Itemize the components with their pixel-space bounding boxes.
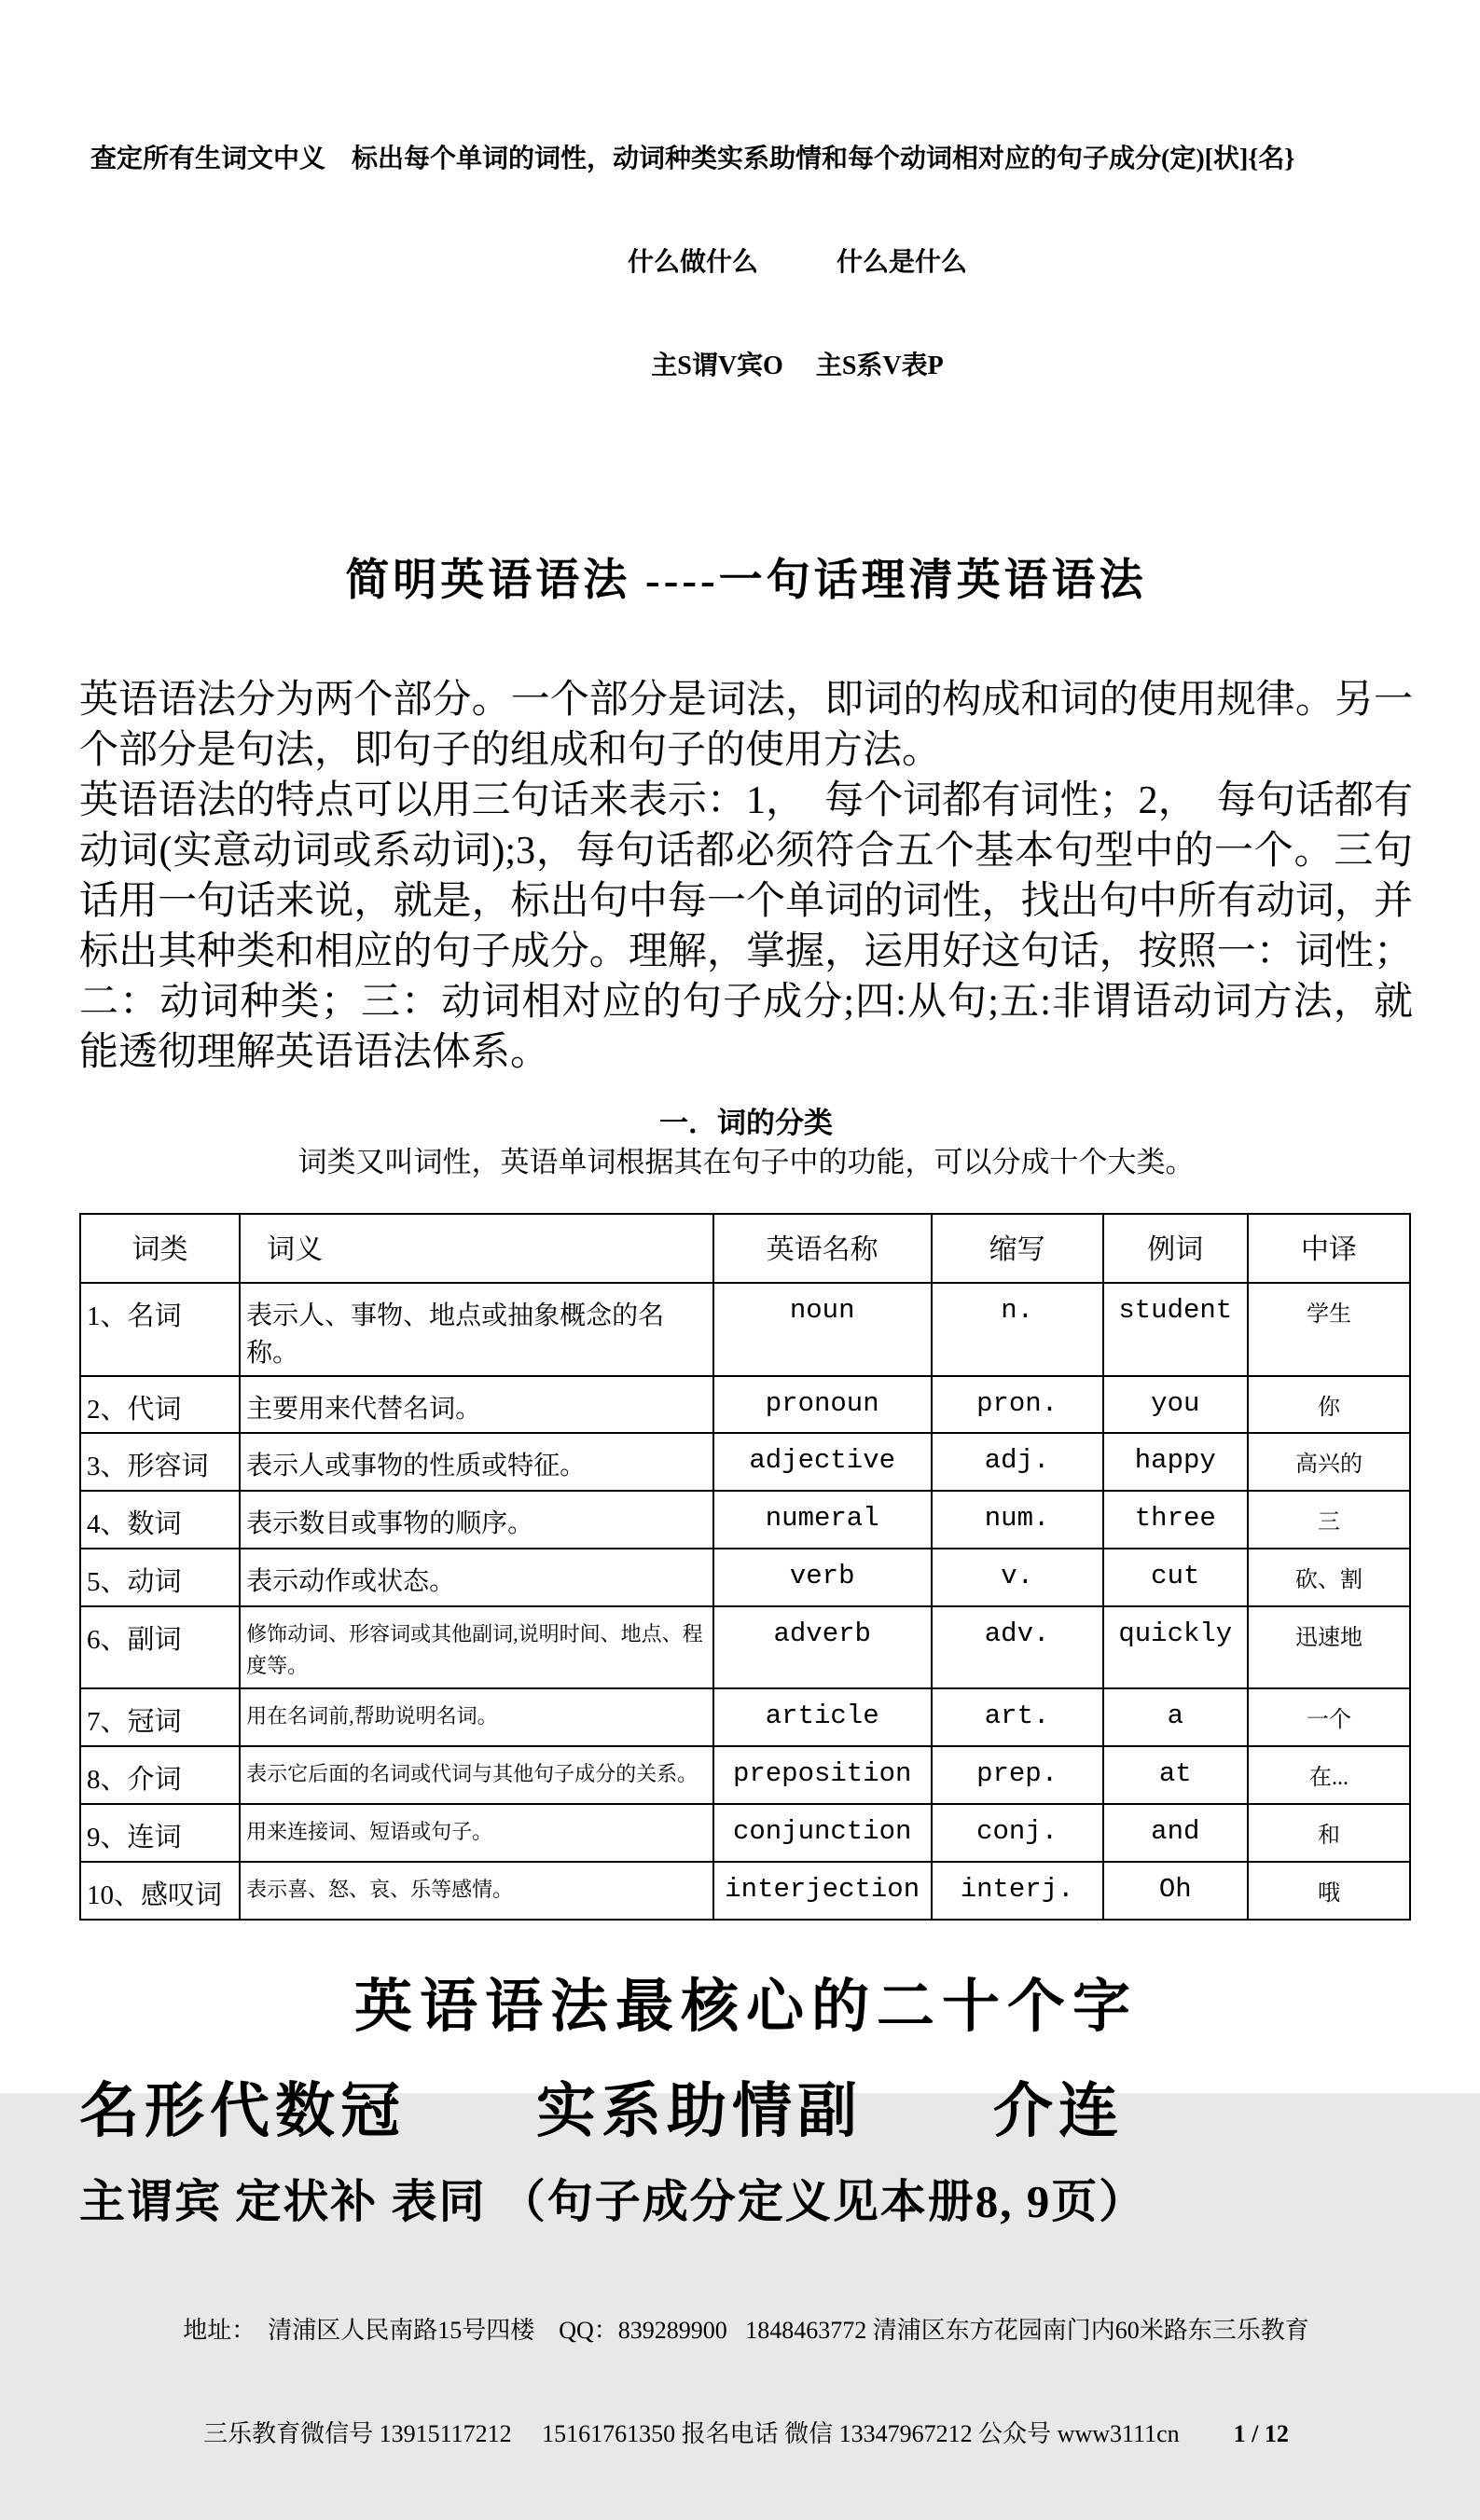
cell-example: cut (1103, 1549, 1248, 1606)
col-header-abbreviation: 缩写 (932, 1214, 1103, 1283)
cell-english-name: pronoun (713, 1376, 932, 1433)
cell-example: quickly (1103, 1606, 1248, 1688)
cell-category: 5、动词 (80, 1549, 240, 1606)
footer-contact-text: 三乐教育微信号 13915117212 15161761350 报名电话 微信 13347967212 公众号 www3111cn (203, 2420, 1180, 2447)
table-row-article (80, 1688, 1410, 1746)
table-row-pronoun (80, 1376, 1410, 1433)
col-header-category: 词类 (80, 1214, 240, 1283)
cell-category: 10、感叹词 (80, 1862, 240, 1920)
page-number: 1 / 12 (1233, 2420, 1289, 2447)
footer-contact-line (79, 2417, 1413, 2451)
core-word-classes-line: 名形代数冠 实系助情副 介连 (79, 2078, 1124, 2144)
intro-paragraph-1: 英语语法分为两个部分。一个部分是词法，即词的构成和词的使用规律。另一个部分是句法，即句子的组成和句子的使用方法。 (79, 679, 1413, 772)
cell-abbreviation: adj. (932, 1433, 1103, 1491)
cell-definition: 表示人、事物、地点或抽象概念的名称。 (240, 1283, 713, 1376)
cell-english-name: verb (713, 1549, 932, 1606)
cell-translation: 迅速地 (1248, 1606, 1410, 1688)
cell-category: 7、冠词 (80, 1688, 240, 1746)
cell-translation: 哦 (1248, 1862, 1410, 1920)
cell-example: three (1103, 1491, 1248, 1549)
cell-abbreviation: prep. (932, 1746, 1103, 1804)
table-row-verb (80, 1549, 1410, 1606)
cell-definition: 用在名词前,帮助说明名词。 (240, 1688, 713, 1746)
cell-abbreviation: adv. (932, 1606, 1103, 1688)
cell-abbreviation: conj. (932, 1804, 1103, 1862)
cell-definition: 表示它后面的名词或代词与其他句子成分的关系。 (240, 1746, 713, 1804)
cell-english-name: article (713, 1688, 932, 1746)
core-sentence-elements-line: 主谓宾 定状补 表同 （句子成分定义见本册8, 9页） (79, 2176, 1147, 2227)
cell-example: at (1103, 1746, 1248, 1804)
section-heading: 一．词的分类 (659, 1107, 833, 1139)
cell-definition: 表示喜、怒、哀、乐等感情。 (240, 1862, 713, 1920)
cell-translation: 砍、割 (1248, 1549, 1410, 1606)
cell-english-name: noun (713, 1283, 932, 1376)
cell-definition: 用来连接词、短语或句子。 (240, 1804, 713, 1862)
col-header-example: 例词 (1103, 1214, 1248, 1283)
cell-category: 4、数词 (80, 1491, 240, 1549)
header-annotation-line2: 什么做什么 什么是什么 (627, 248, 967, 277)
cell-english-name: numeral (713, 1491, 932, 1549)
table-row-adverb (80, 1606, 1410, 1688)
col-header-english-name: 英语名称 (713, 1214, 932, 1283)
cell-definition: 表示人或事物的性质或特征。 (240, 1433, 713, 1491)
cell-translation: 三 (1248, 1491, 1410, 1549)
intro-paragraph-2: 英语语法的特点可以用三句话来表示：1， 每个词都有词性；2， 每句话都有动词(实意动词或系动词);3，每句话都必须符合五个基本句型中的一个。三句话用一句话来说，就是，标出句中每一个单词的词性，找出句中所有动词，并标出其种类和相应的句子成分。理解，掌握，运用好这句话，按照一：词性；二：动词种类；三：动词相对应的句子成分;四:从句;五:非谓语动词方法，就能透彻理解英语语法体系。 (79, 779, 1413, 1074)
cell-example: student (1103, 1283, 1248, 1376)
cell-english-name: interjection (713, 1862, 932, 1920)
table-row-noun (80, 1283, 1410, 1376)
intro-paragraphs (79, 675, 1413, 1078)
col-header-translation: 中译 (1248, 1214, 1410, 1283)
cell-english-name: adjective (713, 1433, 932, 1491)
footer-address-line: 地址： 清浦区人民南路15号四楼 QQ：839289900 1848463772 清浦区东方花园南门内60米路东三乐教育 (183, 2317, 1309, 2344)
cell-category: 3、形容词 (80, 1433, 240, 1491)
table-header-row (80, 1214, 1410, 1283)
cell-english-name: preposition (713, 1746, 932, 1804)
page-title: 简明英语语法 ----一句话理清英语语法 (345, 557, 1147, 605)
cell-abbreviation: num. (932, 1491, 1103, 1549)
col-header-definition: 词义 (240, 1214, 713, 1283)
cell-example: happy (1103, 1433, 1248, 1491)
table-row-numeral (80, 1491, 1410, 1549)
cell-category: 6、副词 (80, 1606, 240, 1688)
cell-definition: 表示动作或状态。 (240, 1549, 713, 1606)
cell-translation: 高兴的 (1248, 1433, 1410, 1491)
cell-category: 8、介词 (80, 1746, 240, 1804)
header-annotation-line1: 查定所有生词文中义 标出每个单词的词性，动词种类实系助情和每个动词相对应的句子成分(定)[状]{名} (90, 145, 1295, 173)
cell-abbreviation: v. (932, 1549, 1103, 1606)
cell-example: a (1103, 1688, 1248, 1746)
cell-category: 9、连词 (80, 1804, 240, 1862)
cell-example: and (1103, 1804, 1248, 1862)
core-twenty-chars-heading: 英语语法最核心的二十个字 (353, 1976, 1138, 2039)
cell-definition: 修饰动词、形容词或其他副词,说明时间、地点、程度等。 (240, 1606, 713, 1688)
header-annotation (79, 0, 1413, 452)
cell-translation: 和 (1248, 1804, 1410, 1862)
cell-definition: 主要用来代替名词。 (240, 1376, 713, 1433)
cell-abbreviation: n. (932, 1283, 1103, 1376)
cell-abbreviation: interj. (932, 1862, 1103, 1920)
cell-definition: 表示数目或事物的顺序。 (240, 1491, 713, 1549)
cell-example: Oh (1103, 1862, 1248, 1920)
cell-example: you (1103, 1376, 1248, 1433)
parts-of-speech-table (79, 1213, 1411, 1921)
cell-translation: 一个 (1248, 1688, 1410, 1746)
table-row-conjunction (80, 1804, 1410, 1862)
section-subheading: 词类又叫词性，英语单词根据其在句子中的功能，可以分成十个大类。 (297, 1146, 1195, 1178)
cell-category: 2、代词 (80, 1376, 240, 1433)
cell-english-name: conjunction (713, 1804, 932, 1862)
header-annotation-line3: 主S谓V宾O 主S系V表P (651, 351, 944, 380)
cell-english-name: adverb (713, 1606, 932, 1688)
table-row-interjection (80, 1862, 1410, 1920)
cell-abbreviation: pron. (932, 1376, 1103, 1433)
cell-abbreviation: art. (932, 1688, 1103, 1746)
cell-translation: 在... (1248, 1746, 1410, 1804)
table-row-adjective (80, 1433, 1410, 1491)
cell-translation: 你 (1248, 1376, 1410, 1433)
cell-translation: 学生 (1248, 1283, 1410, 1376)
cell-category: 1、名词 (80, 1283, 240, 1376)
page-footer (79, 2244, 1413, 2520)
table-row-preposition (80, 1746, 1410, 1804)
